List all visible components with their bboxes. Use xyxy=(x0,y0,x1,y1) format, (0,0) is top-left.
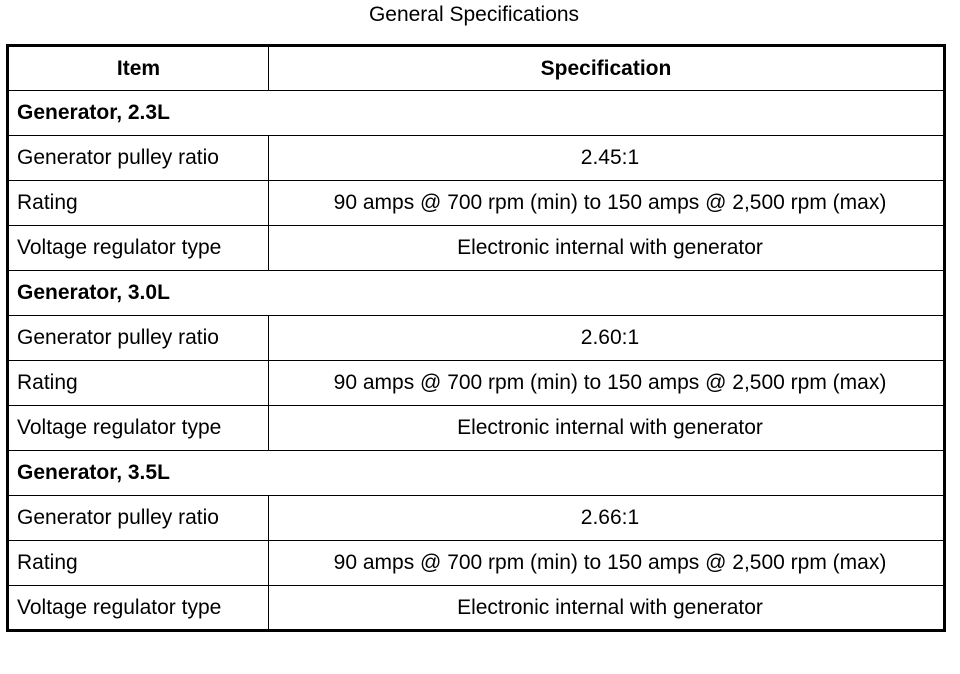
column-header-specification: Specification xyxy=(269,46,945,91)
spec-cell: 90 amps @ 700 rpm (min) to 150 amps @ 2,500 rpm (max) xyxy=(269,361,945,406)
item-cell: Generator pulley ratio xyxy=(8,316,269,361)
spec-cell: Electronic internal with generator xyxy=(269,406,945,451)
item-cell: Voltage regulator type xyxy=(8,586,269,631)
spec-cell: 2.66:1 xyxy=(269,496,945,541)
table-row xyxy=(8,496,945,541)
item-cell: Voltage regulator type xyxy=(8,406,269,451)
item-cell: Rating xyxy=(8,541,269,586)
spec-cell: 2.45:1 xyxy=(269,136,945,181)
item-cell: Rating xyxy=(8,181,269,226)
table-row xyxy=(8,181,945,226)
spec-cell: Electronic internal with generator xyxy=(269,226,945,271)
table-row xyxy=(8,586,945,631)
table-row xyxy=(8,406,945,451)
specifications-table xyxy=(6,44,946,632)
spec-cell: 90 amps @ 700 rpm (min) to 150 amps @ 2,500 rpm (max) xyxy=(269,181,945,226)
item-cell: Generator pulley ratio xyxy=(8,136,269,181)
section-row xyxy=(8,91,945,136)
section-title: Generator, 3.0L xyxy=(8,271,945,316)
item-cell: Rating xyxy=(8,361,269,406)
section-title: Generator, 2.3L xyxy=(8,91,945,136)
section-row xyxy=(8,451,945,496)
item-cell: Generator pulley ratio xyxy=(8,496,269,541)
table-row xyxy=(8,361,945,406)
table-row xyxy=(8,316,945,361)
section-title: Generator, 3.5L xyxy=(8,451,945,496)
page-title: General Specifications xyxy=(368,3,580,26)
header-row xyxy=(8,46,945,91)
spec-cell: Electronic internal with generator xyxy=(269,586,945,631)
table-row xyxy=(8,136,945,181)
spec-cell: 90 amps @ 700 rpm (min) to 150 amps @ 2,500 rpm (max) xyxy=(269,541,945,586)
table-row xyxy=(8,541,945,586)
column-header-item: Item xyxy=(8,46,269,91)
item-cell: Voltage regulator type xyxy=(8,226,269,271)
spec-cell: 2.60:1 xyxy=(269,316,945,361)
table-row xyxy=(8,226,945,271)
section-row xyxy=(8,271,945,316)
